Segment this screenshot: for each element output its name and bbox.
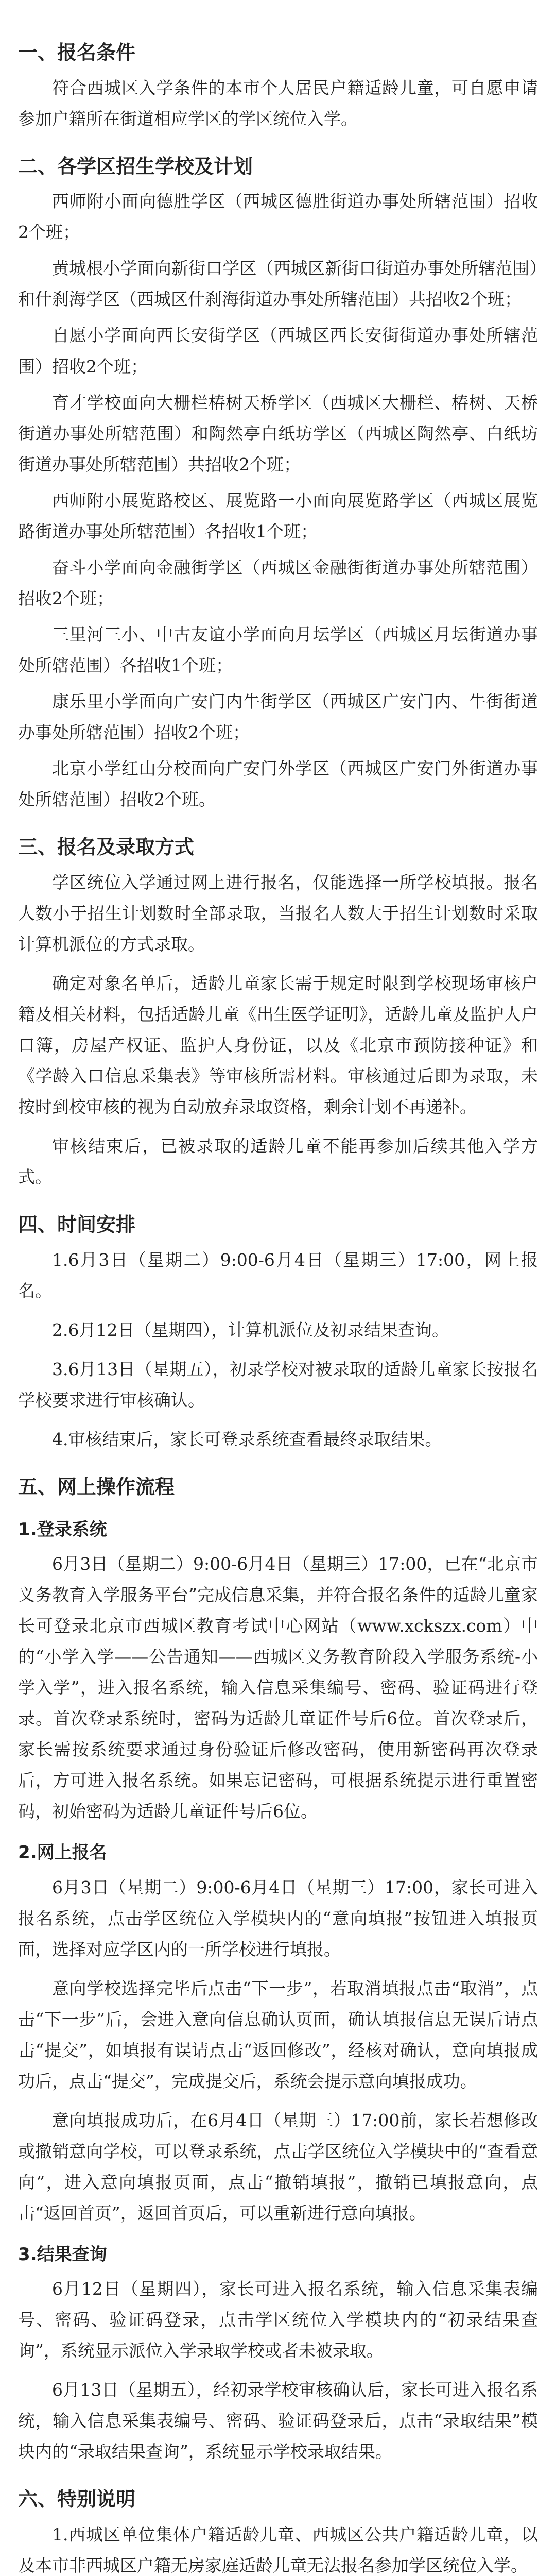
paragraph: 康乐里小学面向广安门内牛街学区（西城区广安门内、牛街街道办事处所辖范围）招收2个班； — [18, 691, 538, 743]
subsection-heading: 1.登录系统 — [18, 1519, 107, 1540]
paragraph: 西师附小展览路校区、展览路一小面向展览路学区（西城区展览路街道办事处所辖范围）各招收1个班； — [18, 490, 538, 541]
paragraph: 4.审核结束后，家长可登录系统查看最终录取结果。 — [52, 1429, 442, 1450]
section-heading: 三、报名及录取方式 — [18, 836, 195, 859]
paragraph: 北京小学红山分校面向广安门外学区（西城区广安门外街道办事处所辖范围）招收2个班。 — [18, 758, 538, 810]
section-heading: 一、报名条件 — [18, 41, 136, 64]
paragraph: 1.6月3日（星期二）9:00-6月4日（星期三）17:00，网上报名。 — [18, 1249, 538, 1301]
paragraph: 学区统位入学通过网上进行报名，仅能选择一所学校填报。报名人数小于招生计划数时全部录取，当报名人数大于招生计划数时采取计算机派位的方式录取。 — [18, 872, 538, 954]
paragraph: 符合西城区入学条件的本市个人居民户籍适龄儿童，可自愿申请参加户籍所在街道相应学区的学区统位入学。 — [18, 77, 538, 129]
subsection-heading: 2.网上报名 — [18, 1842, 107, 1863]
paragraph: 意向学校选择完毕后点击“下一步”，若取消填报点击“取消”，点击“下一步”后，会进入意向信息确认页面，确认填报信息无误后请点击“提交”，如填报有误请点击“返回修改”，经核对确认，意向填报成功后，点击“提交”，完成提交后，系统会提示意向填报成功。 — [18, 1978, 538, 2091]
paragraph: 6月3日（星期二）9:00-6月4日（星期三）17:00，家长可进入报名系统，点击学区统位入学模块内的“意向填报”按钮进入填报页面，选择对应学区内的一所学校进行填报。 — [18, 1877, 538, 1959]
paragraph: 确定对象名单后，适龄儿童家长需于规定时限到学校现场审核户籍及相关材料，包括适龄儿童《出生医学证明》，适龄儿童及监护人户口簿，房屋产权证、监护人身份证，以及《北京市预防接种证》和《学龄入口信息采集表》等审核所需材料。审核通过后即为录取，未按时到校审核的视为自动放弃录取资格，剩余计划不再递补。 — [18, 973, 538, 1117]
paragraph: 意向填报成功后，在6月4日（星期三）17:00前，家长若想修改或撤销意向学校，可以登录系统，点击学区统位入学模块中的“查看意向”，进入意向填报页面，点击“撤销填报”，撤销已填报意向，点击“返回首页”，返回首页后，可以重新进行意向填报。 — [18, 2110, 538, 2223]
paragraph: 审核结束后，已被录取的适龄儿童不能再参加后续其他入学方式。 — [18, 1136, 538, 1188]
subsection-heading: 3.结果查询 — [18, 2244, 107, 2265]
paragraph: 3.6月13日（星期五），初录学校对被录取的适龄儿童家长按报名学校要求进行审核确认。 — [18, 1359, 538, 1411]
paragraph: 西师附小面向德胜学区（西城区德胜街道办事处所辖范围）招收2个班； — [18, 191, 538, 243]
paragraph: 三里河三小、中古友谊小学面向月坛学区（西城区月坛街道办事处所辖范围）各招收1个班； — [18, 624, 538, 675]
section-heading: 五、网上操作流程 — [18, 1476, 175, 1499]
paragraph: 6月3日（星期二）9:00-6月4日（星期三）17:00，已在“北京市义务教育入学服务平台”完成信息采集，并符合报名条件的适龄儿童家长可登录北京市西城区教育考试中心网站（www.xckszx.com）中的“小学入学——公告通知——西城区义务教育阶段入学服务系统-小学入学”，进入报名系统，输入信息采集编号、密码、验证码进行登录。首次登录系统时，密码为适龄儿童证件号后6位。首次登录后，家长需按系统要求通过身份验证后修改密码，使用新密码再次登录后，方可进入报名系统。如果忘记密码，可根据系统提示进行重置密码，初始密码为适龄儿童证件号后6位。 — [18, 1553, 538, 1822]
paragraph: 2.6月12日（星期四），计算机派位及初录结果查询。 — [52, 1319, 449, 1340]
document — [18, 0, 538, 2576]
section-heading: 二、各学区招生学校及计划 — [18, 155, 253, 178]
section-heading: 六、特别说明 — [18, 2488, 136, 2511]
section-heading: 四、时间安排 — [18, 1213, 136, 1236]
paragraph: 育才学校面向大栅栏椿树天桥学区（西城区大栅栏、椿树、天桥街道办事处所辖范围）和陶然亭白纸坊学区（西城区陶然亭、白纸坊街道办事处所辖范围）共招收2个班； — [18, 392, 538, 474]
paragraph: 奋斗小学面向金融街学区（西城区金融街街道办事处所辖范围）招收2个班； — [18, 557, 538, 608]
paragraph: 6月12日（星期四），家长可进入报名系统，输入信息采集表编号、密码、验证码登录，点击学区统位入学模块内的“初录结果查询”，系统显示派位入学录取学校或者未被录取。 — [18, 2279, 538, 2361]
paragraph: 1.西城区单位集体户籍适龄儿童、西城区公共户籍适龄儿童，以及本市非西城区户籍无房家庭适龄儿童无法报名参加学区统位入学。 — [18, 2524, 538, 2576]
paragraph: 自愿小学面向西长安街学区（西城区西长安街街道办事处所辖范围）招收2个班； — [18, 325, 538, 377]
paragraph: 6月13日（星期五），经初录学校审核确认后，家长可进入报名系统，输入信息采集表编号、密码、验证码登录后，点击“录取结果”模块内的“录取结果查询”，系统显示学校录取结果。 — [18, 2380, 538, 2462]
paragraph: 黄城根小学面向新街口学区（西城区新街口街道办事处所辖范围）和什刹海学区（西城区什刹海街道办事处所辖范围）共招收2个班； — [18, 258, 538, 310]
